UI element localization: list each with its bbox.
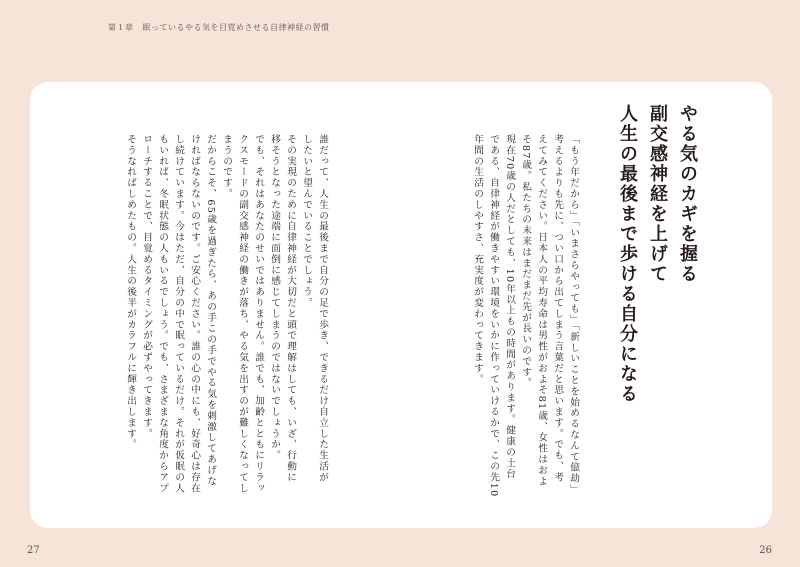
right-text-line: そ87歳。私たちの未来はまだまだ先が長いのです。 (520, 134, 532, 389)
left-text-line: ローチすることで、目覚めるタイミングが必ずやってきます。 (141, 134, 153, 440)
right-text-line: 「もう年だから」「いまさらやっても」「新しいことを始めるなんて億劫」 (568, 134, 580, 495)
left-text-line: したいと望んでいることでしょう。 (301, 134, 313, 309)
left-text-line: まうのです。 (221, 134, 233, 200)
left-text-line: ければならないのです。ご安心ください。誰の心の中にも、好奇心は存在 (189, 134, 201, 494)
left-text-line: し続けています。今はただ、自分の中で眠っているだけ。それが仮眠の人 (173, 134, 185, 494)
left-text-line: そうなればしめたもの。人生の後半がカラフルに輝き出します。 (125, 134, 137, 451)
content-panel (30, 82, 772, 528)
page-number-right: 26 (759, 545, 772, 556)
title-line-3: 人生の最後まで歩ける自分になる (617, 104, 638, 404)
running-header (108, 22, 330, 33)
left-text-line: クスモードの副交感神経の働きが落ち、やる気を出すのが難しくなってし (237, 134, 249, 494)
right-text-line: えてみてください。日本人の平均寿命は男性がおよそ81歳、女性はおよ (536, 134, 548, 487)
left-text-line: もいれば、冬眠状態の人もいるでしょう。でも、さまざまな角度からアプ (157, 134, 169, 494)
title-line-1: やる気のカギを握る (677, 104, 698, 284)
left-text-line: その実現のために自律神経が大切だと頭で理解はしても、いざ、行動に (285, 134, 297, 483)
right-text-line: である、自律神経が働きやすい環境をいかに作っていけるかで、この先10 (488, 134, 500, 498)
left-text-line: だからこそ、65歳を過ぎたら、あの手この手でやる気を刺激してあげな (205, 134, 217, 487)
right-text-line: 年間の生活のしやすさ、充実度が変わってきます。 (472, 134, 484, 385)
right-text-line: 考えるよりも先に、つい口から出てしまう言葉だと思います。でも、考 (552, 134, 564, 483)
left-text-line: 誰だって、人生の最後まで自分の足で歩き、できるだけ自立した生活が (317, 134, 329, 483)
chapter-title: 眠っているやる気を目覚めさせる自律神経の習慣 (142, 23, 330, 32)
page-number-left: 27 (27, 545, 40, 556)
right-text-line: 現在70歳の人だとしても、10年以上もの時間があります。健康の土台 (504, 134, 516, 480)
chapter-label: 第１章 (108, 23, 134, 32)
left-text-line: でも、それはあなたのせいではありません。誰でも、加齢とともにリラッ (253, 134, 265, 494)
left-text-line: 移そうとなった途端に面倒に感じてしまうのではないでしょうか。 (269, 134, 281, 461)
title-line-2: 副交感神経を上げて (647, 104, 668, 284)
